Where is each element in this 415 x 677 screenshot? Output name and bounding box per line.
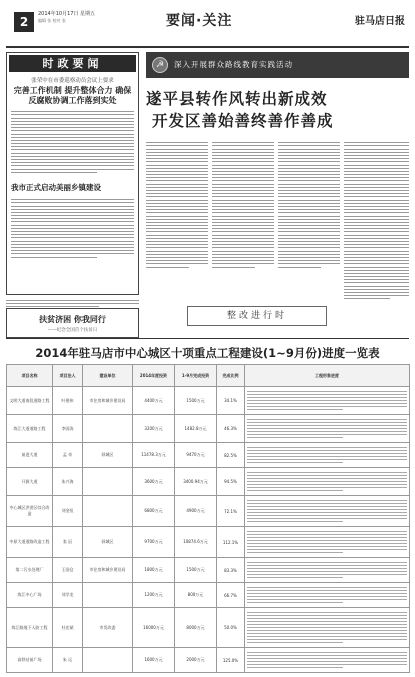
cell-plan: 1600万元 [133, 648, 175, 673]
cell-legal: 李国涛 [53, 415, 83, 443]
cell-progress-text [245, 496, 410, 527]
cell-legal: 刘金恒 [53, 496, 83, 527]
cell-unit: 驿城区 [83, 527, 133, 558]
cell-plan: 1800万元 [133, 558, 175, 583]
cell-legal: 朱 运 [53, 648, 83, 673]
cell-unit [83, 468, 133, 496]
table-row [7, 387, 410, 415]
article-column [212, 140, 274, 270]
section-title: 要闻·关注 [166, 13, 233, 29]
cell-progress-text [245, 527, 410, 558]
table-title: 2014年驻马店市中心城区十项重点工程建设(1~9月份)进度一览表 [35, 346, 380, 360]
dateline: 2014年10月17日 星期五 [38, 11, 96, 17]
cell-unit [83, 583, 133, 608]
cell-pct: 83.3% [217, 558, 245, 583]
cell-name: 练江大道道路工程 [7, 415, 53, 443]
table-header-row [7, 365, 410, 387]
cell-plan: 16000万元 [133, 608, 175, 648]
body-text [7, 106, 138, 178]
briefs-subhead: 我市正式启动美丽乡镇建设 [11, 182, 101, 192]
cell-progress-text [245, 648, 410, 673]
col-header-legal: 项目法人 [53, 365, 83, 387]
cell-legal: 叶建伟 [53, 387, 83, 415]
table-row [7, 583, 410, 608]
cell-plan: 1200万元 [133, 583, 175, 608]
cell-progress-text [245, 558, 410, 583]
party-emblem-icon: ☭ [152, 57, 168, 73]
col-header-plan: 2014年度投资 [133, 365, 175, 387]
cell-plan: 9700万元 [133, 527, 175, 558]
section-divider [6, 338, 409, 339]
cell-progress-text [245, 608, 410, 648]
feature-headline [146, 88, 409, 132]
briefs-title: 时政要闻 [9, 55, 136, 72]
cell-unit: 市住房和城乡建设局 [83, 387, 133, 415]
cell-plan: 6800万元 [133, 496, 175, 527]
cell-plan: 11478.3万元 [133, 443, 175, 468]
cell-done: 9470万元 [175, 443, 217, 468]
cell-unit [83, 496, 133, 527]
cell-progress-text [245, 387, 410, 415]
cell-pct: 125.0% [217, 648, 245, 673]
col-header-unit: 建设单位 [83, 365, 133, 387]
progress-table [6, 364, 410, 673]
banner-text: 深入开展群众路线教育实践活动 [174, 60, 293, 69]
cell-legal: 刘学龙 [53, 583, 83, 608]
campaign-banner [146, 52, 409, 78]
cell-progress-text [245, 583, 410, 608]
cell-legal: 孟 奇 [53, 443, 83, 468]
cell-done: 800万元 [175, 583, 217, 608]
col-header-name: 项目名称 [7, 365, 53, 387]
article-column [344, 140, 409, 302]
headline-line-2: 开发区善始善终善作善成 [152, 112, 334, 130]
cell-name: 开源大道 [7, 468, 53, 496]
cell-name: 练江路地下人防工程 [7, 608, 53, 648]
table-row [7, 443, 410, 468]
cell-progress-text [245, 415, 410, 443]
article-column [146, 140, 208, 270]
table-row [7, 648, 410, 673]
news-briefs-box [6, 52, 139, 295]
cell-legal: 杜宏斌 [53, 608, 83, 648]
cell-done: 1500万元 [175, 387, 217, 415]
table-row [7, 558, 410, 583]
cell-name: 前进大道 [7, 443, 53, 468]
slogan-box [6, 308, 139, 338]
cell-unit: 市住房和城乡建设局 [83, 558, 133, 583]
cell-progress-text [245, 468, 410, 496]
cell-plan: 4400万元 [133, 387, 175, 415]
cell-legal: 张 辰 [53, 527, 83, 558]
cell-legal: 王国仓 [53, 558, 83, 583]
col-header-pct: 完成比例 [217, 365, 245, 387]
newspaper-brand: 驻马店日报 [355, 16, 405, 27]
page-number: 2 [14, 12, 34, 32]
cell-pct: 94.5% [217, 468, 245, 496]
cell-name: 中心城区洪涝区综合改造 [7, 496, 53, 527]
cell-pct: 34.1% [217, 387, 245, 415]
cell-name: 练江中心广场 [7, 583, 53, 608]
cell-unit: 驿城区 [83, 443, 133, 468]
cell-unit: 市发改委 [83, 608, 133, 648]
cell-done: 8000万元 [175, 608, 217, 648]
cell-name: 高铁站前广场 [7, 648, 53, 673]
table-row [7, 527, 410, 558]
cell-name: 第二污水处理厂 [7, 558, 53, 583]
cell-pct: 82.5% [217, 443, 245, 468]
cell-pct: 66.7% [217, 583, 245, 608]
cell-name: 中原大道道路改造工程 [7, 527, 53, 558]
cell-name: 文明大道南段道路工程 [7, 387, 53, 415]
cell-progress-text [245, 443, 410, 468]
table-row [7, 608, 410, 648]
cell-plan: 3600万元 [133, 468, 175, 496]
briefs-lead: 张荣中在市委巡察动员会议上要求 [31, 78, 114, 84]
col-header-done: 1-9月完成投资 [175, 365, 217, 387]
article-column [278, 140, 340, 270]
rectification-label: 整改进行时 [187, 306, 327, 326]
cell-pct: 112.1% [217, 527, 245, 558]
cell-legal: 朱兴海 [53, 468, 83, 496]
editors: 编辑 张 校对 张 [38, 18, 66, 23]
cell-unit [83, 415, 133, 443]
table-row [7, 415, 410, 443]
headline-line-1: 遂平县转作风转出新成效 [146, 90, 328, 108]
cell-done: 1482.8万元 [175, 415, 217, 443]
cell-done: 3400.94万元 [175, 468, 217, 496]
slogan-text: 扶贫济困 你我同行 [39, 315, 106, 324]
table-row [7, 496, 410, 527]
cell-done: 10874.6万元 [175, 527, 217, 558]
cell-pct: 72.1% [217, 496, 245, 527]
cell-pct: 50.0% [217, 608, 245, 648]
table-row [7, 468, 410, 496]
cell-plan: 3200万元 [133, 415, 175, 443]
slogan-subtext: ——纪念全国首个扶贫日 [47, 328, 98, 333]
briefs-headline: 完善工作机制 提升整体合力 确保反腐败协调工作落到实处 [13, 86, 132, 105]
cell-done: 2000万元 [175, 648, 217, 673]
cell-pct: 46.3% [217, 415, 245, 443]
col-header-progress: 工程形象进度 [245, 365, 410, 387]
masthead [6, 4, 409, 48]
cell-done: 1500万元 [175, 558, 217, 583]
cell-unit [83, 648, 133, 673]
cell-done: 4900万元 [175, 496, 217, 527]
body-text [7, 194, 138, 263]
